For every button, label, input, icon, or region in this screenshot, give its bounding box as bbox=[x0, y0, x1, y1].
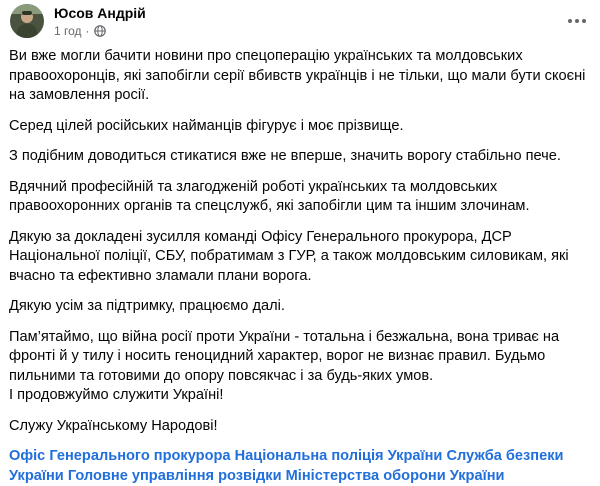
post-paragraph: Служу Українському Народові! bbox=[9, 417, 218, 434]
post-timestamp[interactable]: 1 год bbox=[54, 24, 82, 38]
tag-link[interactable]: Служба безпеки України bbox=[9, 448, 564, 484]
tag-link[interactable]: Офіс Генерального прокурора bbox=[9, 448, 231, 464]
post-paragraph: Серед цілей російських найманців фігурує і моє прізвище. bbox=[9, 117, 404, 134]
post-paragraph: Ви вже могли бачити новини про спецоперацію українських та молдовських правоохоронців, які запобігли серії вбивств українців і не тільки, що мали бути скоєні на замовлення росії. bbox=[9, 48, 586, 103]
more-options-icon[interactable] bbox=[564, 8, 590, 34]
tag-link[interactable]: Головне управління розвідки Міністерства оборони України bbox=[67, 467, 505, 484]
meta-separator: · bbox=[85, 24, 90, 38]
post-paragraph: Дякую усім за підтримку, працюємо далі. bbox=[9, 298, 285, 314]
author-avatar[interactable] bbox=[10, 4, 44, 38]
post-header bbox=[8, 2, 592, 42]
tag-list bbox=[9, 447, 591, 486]
globe-icon[interactable] bbox=[94, 25, 106, 37]
post-body bbox=[9, 47, 591, 486]
author-name[interactable]: Юсов Андрій bbox=[54, 5, 146, 21]
post-paragraph: Пам’ятаймо, що війна росії проти України - тотальна і безжальна, вона триває на фронті й у тилу і носить геноцидний характер, ворог не визнає правил. Будьмо пильними та готовими до опору повсякчас і за будь-яких умов. bbox=[9, 328, 560, 384]
post-paragraph: Вдячний професійній та злагодженій роботі українських та молдовських правоохоронних органів та спецслужб, які запобігли цим та іншим злочинам. bbox=[9, 178, 530, 214]
post-meta bbox=[54, 24, 106, 38]
avatar-image bbox=[10, 4, 44, 38]
post-paragraph: І продовжуймо служити Україні! bbox=[9, 387, 224, 403]
tag-link[interactable]: Національна поліція України bbox=[234, 448, 443, 464]
post-paragraph: Дякую за докладені зусилля команді Офісу Генерального прокурора, ДСР Національної поліції, СБУ, побратимам з ГУР, а також молдовським силовикам, які вчасно та ефективно зламали плани ворога. bbox=[9, 228, 569, 284]
post-paragraph: З подібним доводиться стикатися вже не вперше, значить ворогу стабільно пече. bbox=[9, 148, 561, 164]
